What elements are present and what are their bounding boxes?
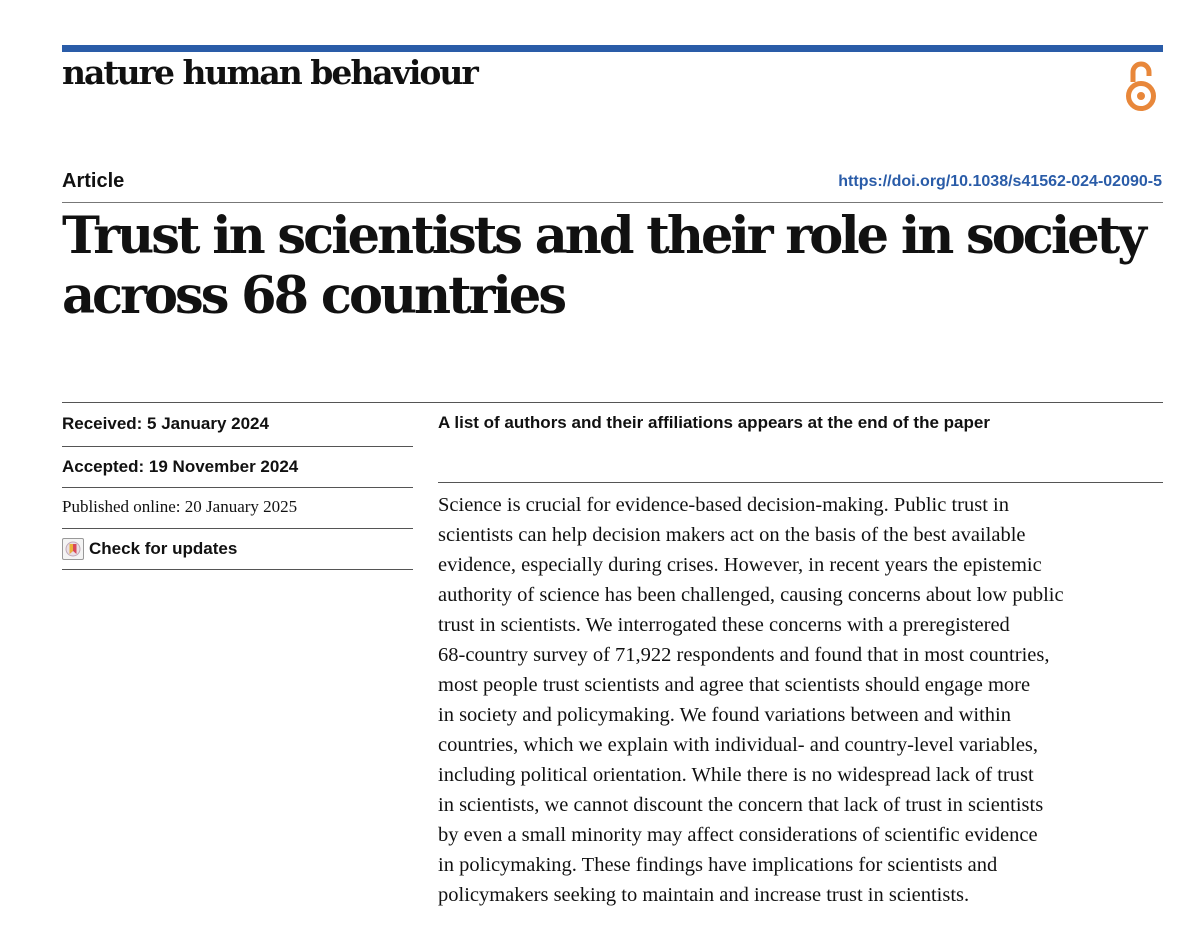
- accepted-divider: [62, 487, 413, 488]
- received-divider: [62, 446, 413, 447]
- abstract-line: in society and policymaking. We found variations between and within: [438, 704, 1011, 726]
- published-date: Published online: 20 January 2025: [62, 497, 298, 516]
- received-date: Received: 5 January 2024: [62, 414, 269, 433]
- abstract-divider: [438, 482, 1163, 483]
- open-access-icon: [1122, 58, 1160, 112]
- abstract-line: authority of science has been challenged, causing concerns about low public: [438, 584, 1064, 606]
- abstract-line: including political orientation. While there is no widespread lack of trust: [438, 764, 1034, 786]
- title-divider: [62, 202, 1163, 203]
- abstract-line: countries, which we explain with individual- and country-level variables,: [438, 734, 1039, 756]
- article-type: Article: [62, 170, 125, 192]
- check-for-updates-icon: [62, 538, 84, 560]
- abstract-line: in scientists, we cannot discount the concern that lack of trust in scientists: [438, 794, 1044, 816]
- article-title: Trust in scientists and their role in society across 68 countries: [62, 206, 1144, 326]
- abstract-line: most people trust scientists and agree that scientists should engage more: [438, 674, 1031, 696]
- meta-divider: [62, 402, 1163, 403]
- abstract-line: scientists can help decision makers act on the basis of the best available: [438, 524, 1026, 546]
- check-for-updates-label: Check for updates: [89, 539, 238, 558]
- abstract-line: in policymaking. These findings have implications for scientists and: [438, 854, 998, 876]
- abstract-line: policymakers seeking to maintain and increase trust in scientists.: [438, 884, 970, 906]
- abstract-line: 68-country survey of 71,922 respondents and found that in most countries,: [438, 644, 1050, 666]
- authors-affiliation-note: A list of authors and their affiliations appears at the end of the paper: [438, 413, 990, 432]
- abstract-line: evidence, especially during crises. However, in recent years the epistemic: [438, 554, 1042, 576]
- published-divider: [62, 528, 413, 529]
- abstract-line: Science is crucial for evidence-based decision-making. Public trust in: [438, 494, 1009, 516]
- doi-link[interactable]: https://doi.org/10.1038/s41562-024-02090-5: [838, 173, 1162, 190]
- accepted-date: Accepted: 19 November 2024: [62, 457, 299, 476]
- check-for-updates-button[interactable]: [62, 538, 237, 560]
- abstract: [438, 490, 1163, 910]
- abstract-line: by even a small minority may affect considerations of scientific evidence: [438, 824, 1038, 846]
- updates-divider: [62, 569, 413, 570]
- journal-name[interactable]: nature human behaviour: [62, 53, 477, 92]
- top-accent-rule: [62, 45, 1163, 52]
- abstract-line: trust in scientists. We interrogated these concerns with a preregistered: [438, 614, 1010, 636]
